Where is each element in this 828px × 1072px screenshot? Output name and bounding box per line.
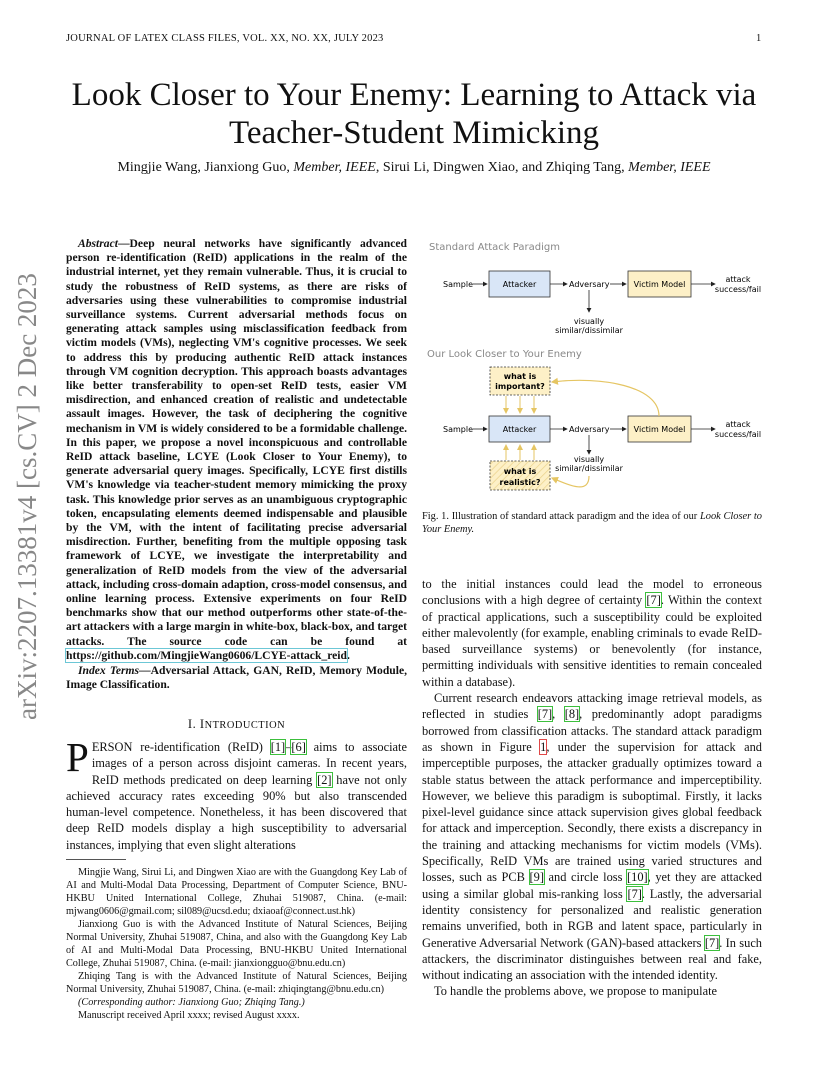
footnote-received: Manuscript received April xxxx; revised August xxxx.	[78, 1010, 300, 1021]
author-list: Mingjie Wang, Jianxiong Guo, Member, IEEE, Sirui Li, Dingwen Xiao, and Zhiqing Tang, Member, IEEE	[117, 160, 711, 175]
footnote-affil-2: Jianxiong Guo is with the Advanced Institute of Natural Sciences, Beijing Normal University, Zhuhai 519087, China, and also with the Guangdong Key Lab of AI and Multi-Modal Data Processing, BNU-HKBU United International College, Zhuhai 519087, China. (e-mail: jianxiongguo@bnu.edu.cn)	[66, 919, 407, 969]
footnote-rule	[66, 859, 126, 860]
footnotes	[66, 866, 407, 1022]
page-number: 1	[756, 33, 762, 44]
ours-visually-label: visually	[573, 455, 605, 464]
ours-sample-label: Sample	[443, 425, 473, 434]
std-visually-label: visually	[573, 317, 605, 326]
std-sample-label: Sample	[443, 280, 473, 289]
std-adversary-label: Adversary	[569, 280, 610, 289]
right-column-text	[422, 576, 762, 1000]
ours-victim-label: Victim Model	[633, 425, 686, 434]
std-similar-label: similar/dissimilar	[555, 326, 623, 335]
right-paragraph-3: To handle the problems above, we propose to manipulate	[434, 984, 718, 999]
index-terms-label: Index Terms	[78, 664, 140, 677]
index-terms-text: —Adversarial Attack, GAN, ReID, Memory Module, Image Classification.	[66, 664, 407, 692]
important-line2: important?	[495, 382, 545, 391]
footnote-affil-3: Zhiqing Tang is with the Advanced Institute of Natural Sciences, Beijing Normal University, Zhuhai 519087, China. (e-mail: zhiqingtang@bnu.edu.cn)	[66, 971, 407, 995]
abstract-text: —Deep neural networks have significantly advanced person re-identification (ReID) applications in the realm of the industrial internet, yet they remain vulnerable. Thus, it is crucial to study the robustness of ReID systems, as there are risks of adversaries using these vulnerabilities to compromise industrial surveillance systems. Current adversarial methods focus on generating attack samples using misclassification feedback from victim models (VMs), neglecting VM's cognitive processes. We seek to address this by producing authentic ReID attack instances through VM cognition decryption. This approach boasts advantages like better transferability to open-set ReID tests, easier VM misdirection, and enhanced creation of realistic and undetectable assault images. However, the task of deciphering the cognitive mechanism in VM is widely considered to be a formidable challenge. In this paper, we propose a novel inconspicuous and controllable ReID attack baseline, LCYE (Look Closer to Your Enemy), to generate adversarial query images. Specifically, LCYE first distills VM's knowledge via teacher-student memory mimicking the proxy task. This knowledge prior serves as an unambiguous cryptographic token, encapsulating elements deemed indispensable and plausible by the VM, with the intent of facilitating precise adversarial misdirection. Further, benefiting from the multiple opposing task framework of LCYE, we investigate the interpretability and generalization of ReID models from the view of the adversarial attack, including cross-domain adaption, cross-model consensus, and online learning process. Extensive experiments on four ReID benchmarks show that our method outperforms other state-of-the-art attackers with a large margin in white-box, black-box, and target attacks. The source code can be found at	[66, 237, 407, 648]
ours-adversary-label: Adversary	[569, 425, 610, 434]
important-line1: what is	[503, 372, 537, 381]
abstract-label: Abstract	[78, 237, 118, 250]
ours-success-label: success/fail	[714, 430, 762, 439]
figure-caption	[422, 510, 762, 536]
realistic-line1: what is	[503, 467, 537, 476]
dropcap: P	[66, 734, 89, 780]
intro-text: ERSON re-identification (ReID) [1]–[6] aims to associate images of a person across disjoint cameras. In recent years, ReID methods predicated on deep learning [2] have not only achieved accuracy rates exceeding 90% but also transcended human-level competence. Nonetheless, it has been discovered that deep ReID models display a high susceptibility to adversarial instances, implying that even slight alterations	[66, 740, 407, 852]
footnote-corresponding: (Corresponding author: Jianxiong Guo; Zhiqing Tang.)	[78, 997, 305, 1008]
ours-similar-label: similar/dissimilar	[555, 464, 623, 473]
ours-paradigm-title: Our Look Closer to Your Enemy	[427, 349, 582, 360]
std-attack-label: attack	[725, 275, 751, 284]
section-heading: I. INTRODUCTION	[187, 717, 286, 731]
arxiv-stamp: arXiv:2207.13381v4 [cs.CV] 2 Dec 2023	[12, 273, 42, 720]
right-paragraph-1: to the initial instances could lead the model to erroneous conclusions with a high degree of certainty [7]. Within the context of practical applications, such a susceptibility could be exploited either malevolently (for example, enabling criminals to evade ReID-based surveillance systems) or benevolently (for instance, permitting individuals with sensitive identities to remain concealed within a database).	[422, 577, 762, 689]
intro-paragraph	[66, 734, 407, 853]
paper-title: Look Closer to Your Enemy: Learning to Attack via Teacher-Student Mimicking	[71, 77, 757, 151]
std-victim-label: Victim Model	[633, 280, 686, 289]
ours-attack-label: attack	[725, 420, 751, 429]
std-attacker-label: Attacker	[502, 280, 537, 289]
std-paradigm-title: Standard Attack Paradigm	[429, 242, 560, 253]
abstract: Abstract—Deep neural networks have significantly advanced person re-identification (ReID) applications in the realm of the industrial internet, yet they remain vulnerable. Thus, it is crucial to study the robustness of ReID systems, as there are risks of adversaries using these vulnerabilities to compromise industrial surveillance systems. Current adversarial methods focus on generating attack samples using misclassification feedback from victim models (VMs), neglecting VM's cognitive processes. We seek to address this by producing authentic ReID attack instances through VM cognition decryption. This approach boasts advantages like better transferability to open-set ReID tests, easier VM misdirection, and enhanced creation of realistic and undetectable assault images. However, the task of deciphering the cognitive mechanism in VM is widely considered to be a formidable challenge. In this paper, we propose a novel inconspicuous and controllable ReID attack baseline, LCYE (Look Closer to Your Enemy), to generate adversarial query images. Specifically, LCYE first distills VM's knowledge via teacher-student memory mimicking the proxy task. This knowledge prior serves as an unambiguous cryptographic token, encapsulating elements deemed indispensable and plausible by the VM, with the intent of facilitating precise adversarial misdirection. Further, benefiting from the multiple opposing task framework of LCYE, we investigate the interpretability and generalization of ReID models from the view of the adversarial attack, including cross-domain adaption, cross-model consensus, and online learning process. Extensive experiments on four ReID benchmarks show that our method outperforms other state-of-the-art attackers with a large margin in white-box, black-box, and target attacks. The source code can be found at https://github.com/MingjieWang0606/LCYE-attack_reid.	[66, 237, 407, 662]
index-terms	[66, 664, 407, 692]
source-code-link[interactable]: https://github.com/MingjieWang0606/LCYE-attack_reid	[66, 648, 347, 662]
ours-attacker-label: Attacker	[502, 425, 537, 434]
footnote-affil-1: Mingjie Wang, Sirui Li, and Dingwen Xiao are with the Guangdong Key Lab of AI and Multi-Modal Data Processing, Department of Computer Science, BNU-HKBU United International College, Zhuhai 519087, China. (e-mail: mjwang0606@gmail.com; sil089@ucsd.edu; dxiaoaf@connect.ust.hk)	[66, 867, 407, 917]
realistic-line2: realistic?	[499, 478, 541, 487]
figure-1	[421, 236, 766, 498]
std-success-label: success/fail	[714, 285, 762, 294]
running-header: JOURNAL OF LATEX CLASS FILES, VOL. XX, NO. XX, JULY 2023	[66, 33, 384, 44]
right-paragraph-2: Current research endeavors attacking image retrieval models, as reflected in studies [7], [8], predominantly adopt paradigms borrowed from classification attacks. The standard attack paradigm as shown in Figure 1, under the supervision for attack and imperceptible purposes, the attacker gradually optimizes toward a stable status between the attack performance and imperceptibility. However, we believe this paradigm is suboptimal. Firstly, it lacks pixel-level guidance since attack supervision gives global feedback for attack and imperception. Secondly, there exists a discrepancy in the training and attacking mechanisms for victim models (VMs). Specifically, ReID VMs are trained using varied structures and losses, such as PCB [9] and circle loss [10], yet they are attacked using a similar global mis-ranking loss [7]. Lastly, the adversarial identity consistency for personalized and realistic generation remains unverified, both in RGB and latent space, particularly in Generative Adversarial Network (GAN)-based attackers [7]. In such attackers, the discriminator distinguishes between real and fake, without indicating an association with the intended identity.	[422, 691, 763, 983]
caption-italic: Look Closer to Your Enemy.	[422, 511, 762, 536]
caption-text: Fig. 1. Illustration of standard attack paradigm and the idea of our	[422, 511, 700, 522]
